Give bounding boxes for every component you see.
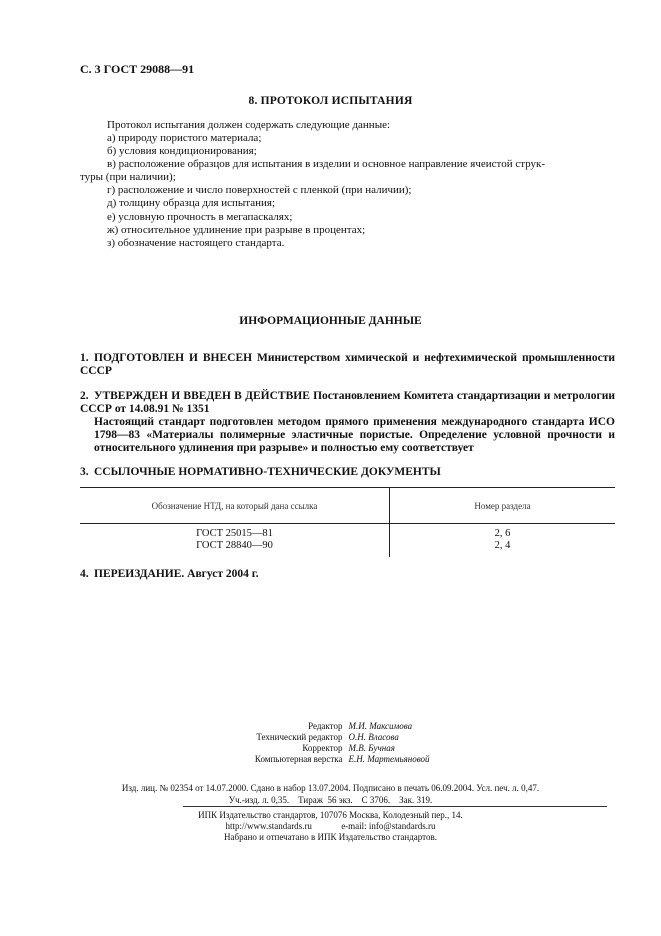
- list-item-continuation: туры (при наличии);: [80, 171, 176, 184]
- item-caps: УТВЕРЖДЕН И ВВЕДЕН В ДЕЙСТВИЕ: [94, 390, 310, 402]
- credits-block: [0, 721, 661, 765]
- item-caps: ПЕРЕИЗДАНИЕ.: [94, 568, 185, 580]
- info-item-3: [80, 466, 441, 479]
- item-number: 2.: [80, 390, 89, 402]
- imprint-part: Уч.-изд. л. 0,35.: [228, 795, 290, 805]
- item-caps: ПОДГОТОВЛЕН И ВНЕСЕН: [94, 352, 253, 364]
- publisher-block: [0, 810, 661, 843]
- publisher-line: Набрано и отпечатано в ИПК Издательство стандартов.: [224, 832, 437, 842]
- imprint-line: [0, 794, 661, 806]
- section-8-title: 8. ПРОТОКОЛ ИСПЫТАНИЯ: [248, 95, 413, 107]
- credit-name: М.В. Бучная: [348, 743, 395, 753]
- table-header-section: Номер раздела: [390, 488, 616, 524]
- imprint-part: Тираж: [298, 795, 323, 805]
- reference-table: [80, 487, 615, 557]
- doc-cell: ГОСТ 25015—81: [196, 528, 273, 539]
- requirements-list: [80, 132, 617, 250]
- imprint-block: [0, 782, 661, 806]
- list-item: [107, 158, 617, 171]
- imprint-part: Зак. 319.: [399, 795, 433, 805]
- list-item: е) условную прочность в мегапаскалях;: [107, 210, 293, 223]
- list-item: г) расположение и число поверхностей с пленкой (при наличии);: [107, 184, 412, 197]
- publisher-web: http://www.standards.ru: [225, 821, 312, 831]
- item-text: Министерством химической и нефтехимической промышленности СССР: [80, 352, 615, 377]
- item-caps: ССЫЛОЧНЫЕ НОРМАТИВНО-ТЕХНИЧЕСКИЕ ДОКУМЕНТЫ: [94, 466, 441, 478]
- list-item: ж) относительное удлинение при разрыве в процентах;: [107, 223, 366, 236]
- divider: [183, 806, 607, 807]
- info-item-4: [80, 568, 259, 581]
- item-text: Август 2004 г.: [184, 568, 259, 580]
- table-cell-docs: [80, 524, 390, 558]
- list-item-text: в) расположение образцов для испытания в изделии и основное направление ячеистой струк-: [107, 158, 546, 171]
- item-number: 4.: [80, 568, 89, 580]
- table-cell-sections: [390, 524, 616, 558]
- credit-row: [0, 721, 661, 732]
- section-cell: 2, 6: [494, 528, 511, 539]
- info-item-1: [80, 352, 615, 378]
- item-number: 1.: [80, 352, 89, 364]
- credit-role: Редактор: [308, 721, 343, 731]
- list-item: б) условия кондиционирования;: [107, 145, 257, 158]
- table-header-doc: Обозначение НТД, на который дана ссылка: [80, 488, 390, 524]
- list-item: з) обозначение настоящего стандарта.: [107, 236, 285, 249]
- item-text: Постановлением Комитета стандартизации и метрологии СССР от 14.08.91 № 1351: [80, 390, 615, 415]
- credit-role: Корректор: [302, 743, 343, 753]
- list-item: д) толщину образца для испытания;: [107, 197, 276, 210]
- doc-cell: ГОСТ 28840—90: [196, 540, 273, 551]
- item-note: Настоящий стандарт подготовлен методом прямого применения международного стандарта ИСО 1798—83 «Материалы полимерные эластичные пористые. Определение условной прочности и относительного удлинения при разрыве» и полностью ему соответствует: [94, 416, 615, 454]
- section-8-intro: Протокол испытания должен содержать следующие данные:: [107, 119, 391, 131]
- credit-row: [0, 754, 661, 765]
- info-title: ИНФОРМАЦИОННЫЕ ДАННЫЕ: [239, 315, 422, 327]
- imprint-line: Изд. лиц. № 02354 от 14.07.2000. Сдано в набор 13.07.2004. Подписано в печать 06.09.2004. Усл. печ. л. 0,47.: [121, 783, 540, 793]
- publisher-email: e-mail: info@standards.ru: [341, 821, 436, 831]
- credit-row: [0, 732, 661, 743]
- publisher-line: ИПК Издательство стандартов, 107076 Москва, Колодезный пер., 14.: [198, 810, 463, 820]
- credit-name: М.И. Максимова: [348, 721, 413, 731]
- credit-row: [0, 743, 661, 754]
- item-number: 3.: [80, 466, 89, 478]
- table-row: [80, 524, 615, 558]
- section-cell: 2, 4: [494, 540, 511, 551]
- credit-role: Компьютерная верстка: [254, 754, 343, 764]
- credit-role: Технический редактор: [256, 732, 343, 742]
- imprint-part: 56 экз.: [327, 795, 353, 805]
- info-item-2: [80, 390, 615, 455]
- list-item: а) природу пористого материала;: [107, 132, 262, 144]
- page-header: С. 3 ГОСТ 29088—91: [80, 62, 195, 76]
- credit-name: О.Н. Власова: [348, 732, 399, 742]
- credit-name: Е.Н. Мартемьяновой: [348, 754, 430, 764]
- imprint-part: С 3706.: [361, 795, 391, 805]
- publisher-contacts: [0, 821, 661, 832]
